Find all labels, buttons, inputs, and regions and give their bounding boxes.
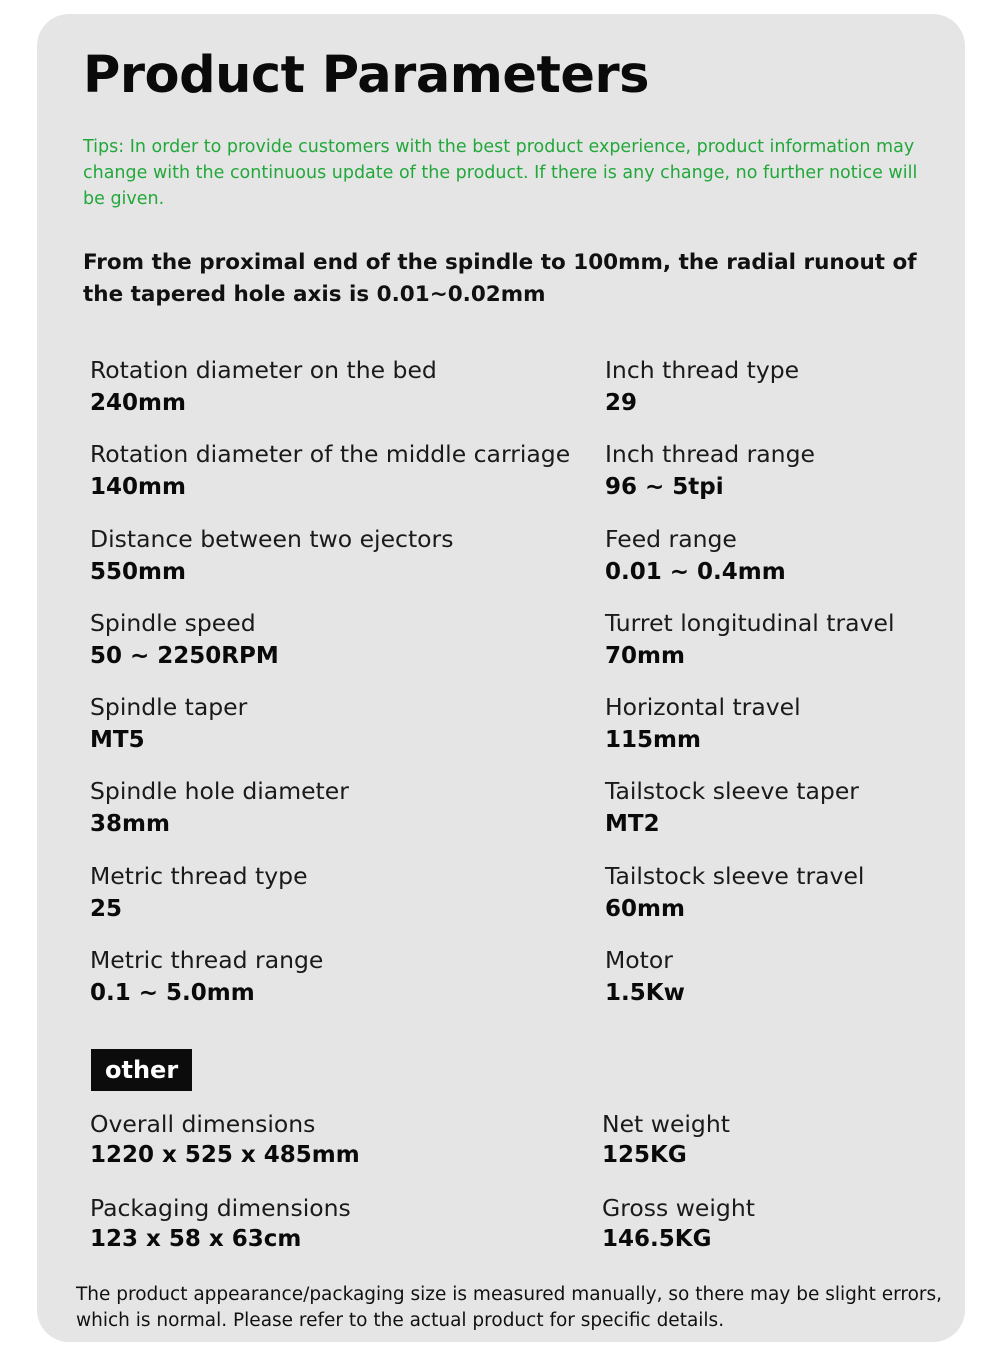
param-label: Motor	[605, 946, 673, 974]
param-item	[90, 776, 570, 839]
param-value: MT2	[605, 811, 660, 837]
param-item	[90, 1193, 570, 1254]
param-item	[90, 945, 570, 1008]
param-value: 29	[605, 390, 638, 416]
param-value: 38mm	[90, 811, 170, 837]
param-label: Packaging dimensions	[90, 1194, 351, 1222]
param-value: MT5	[90, 727, 145, 753]
param-item	[90, 861, 570, 924]
param-value: 60mm	[605, 896, 685, 922]
param-label: Tailstock sleeve travel	[605, 862, 865, 890]
param-label: Feed range	[605, 525, 737, 553]
param-label: Overall dimensions	[90, 1110, 316, 1138]
param-value: 70mm	[605, 643, 685, 669]
param-label: Distance between two ejectors	[90, 525, 454, 553]
param-item	[605, 776, 945, 839]
param-label: Rotation diameter of the middle carriage	[90, 440, 571, 468]
param-label: Metric thread type	[90, 862, 308, 890]
param-value: 1.5Kw	[605, 980, 685, 1006]
param-label: Horizontal travel	[605, 693, 801, 721]
param-item	[90, 355, 570, 418]
param-value: 123 x 58 x 63cm	[90, 1226, 302, 1252]
param-value: 550mm	[90, 559, 186, 585]
param-item	[90, 439, 570, 502]
param-item	[605, 439, 945, 502]
footer-disclaimer: The product appearance/packaging size is measured manually, so there may be slight errors, which is normal. Please refer to the actual product for specific details.	[76, 1284, 943, 1331]
param-item	[605, 692, 945, 755]
param-label: Turret longitudinal travel	[605, 609, 895, 637]
param-value: 0.1 ~ 5.0mm	[90, 980, 255, 1006]
param-item	[90, 1109, 570, 1170]
runout-statement: From the proximal end of the spindle to 100mm, the radial runout of the tapered hole axis is 0.01~0.02mm	[83, 250, 917, 307]
param-label: Spindle taper	[90, 693, 248, 721]
param-label: Gross weight	[602, 1194, 755, 1222]
param-label: Spindle speed	[90, 609, 256, 637]
param-label: Inch thread type	[605, 356, 800, 384]
param-label: Rotation diameter on the bed	[90, 356, 437, 384]
tips-note: Tips: In order to provide customers with the best product experience, product information may change with the continuous update of the product. If there is any change, no further notice will be given.	[83, 137, 918, 209]
param-label: Inch thread range	[605, 440, 815, 468]
param-item	[602, 1109, 942, 1170]
param-item	[605, 355, 945, 418]
param-label: Net weight	[602, 1110, 730, 1138]
param-value: 125KG	[602, 1142, 687, 1168]
param-item	[605, 945, 945, 1008]
param-item	[602, 1193, 942, 1254]
param-value: 115mm	[605, 727, 701, 753]
param-value: 240mm	[90, 390, 186, 416]
param-item	[605, 524, 945, 587]
page-title: Product Parameters	[83, 46, 649, 105]
param-label: Tailstock sleeve taper	[605, 777, 859, 805]
param-value: 140mm	[90, 474, 186, 500]
param-value: 0.01 ~ 0.4mm	[605, 559, 786, 585]
param-item	[90, 692, 570, 755]
param-value: 50 ~ 2250RPM	[90, 643, 279, 669]
param-item	[90, 524, 570, 587]
param-item	[90, 608, 570, 671]
param-label: Spindle hole diameter	[90, 777, 349, 805]
param-value: 146.5KG	[602, 1226, 712, 1252]
param-item	[605, 608, 945, 671]
param-value: 25	[90, 896, 123, 922]
param-label: Metric thread range	[90, 946, 324, 974]
param-value: 1220 x 525 x 485mm	[90, 1142, 360, 1168]
param-item	[605, 861, 945, 924]
other-section-heading: other	[91, 1049, 192, 1091]
param-value: 96 ~ 5tpi	[605, 474, 724, 500]
